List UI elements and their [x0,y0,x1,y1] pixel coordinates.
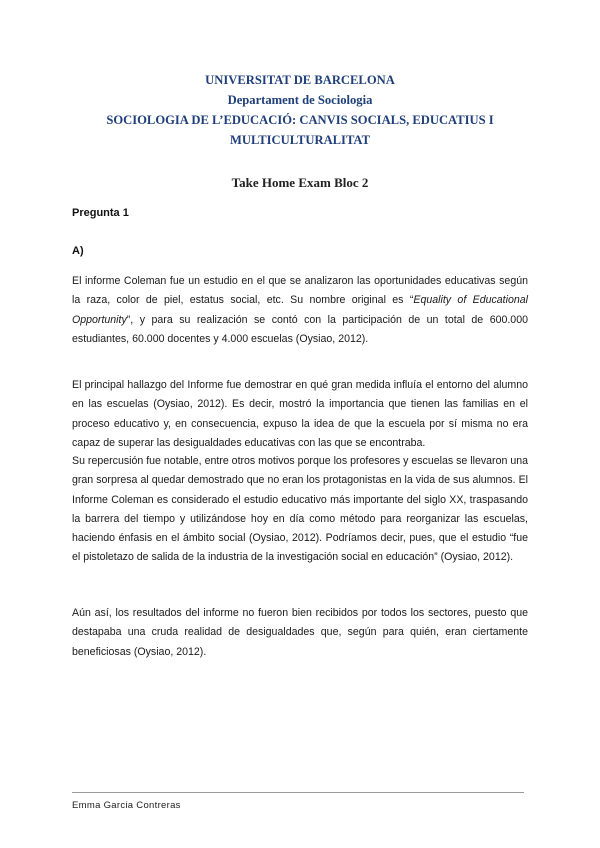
footer-author: Emma Garcia Contreras [72,800,181,811]
paragraph-1-text-start: El informe Coleman fue un estudio en el que se analizaron las oportunidades educativas según la raza, color de piel, estatus social, etc. Su nombre original es “ [72,275,528,307]
paragraph-1-text-end: ”, y para su realización se contó con la participación de un total de 600.000 estudiantes, 60.000 docentes y 4.000 escuelas (Oysiao, 2012). [72,313,528,345]
question-heading: Pregunta 1 [72,207,129,219]
course-title-line-1: SOCIOLOGIA DE L’EDUCACIÓ: CANVIS SOCIALS, EDUCATIUS I [106,113,494,127]
course-title-line-2: MULTICULTURALITAT [230,133,370,147]
paragraph-4: Aún así, los resultados del informe no fueron bien recibidos por todos los sectores, puesto que destapaba una cruda realidad de desigualdades que, según para quién, eran ciertamente beneficiosas (Oysiao, 2012). [72,607,528,658]
document-header [72,70,528,150]
paragraph-1 [72,272,528,349]
university-name: UNIVERSITAT DE BARCELONA [205,73,395,87]
department-name: Departament de Sociologia [227,93,373,107]
footer-divider [72,792,524,793]
exam-title: Take Home Exam Bloc 2 [231,175,369,190]
paragraph-2: El principal hallazgo del Informe fue demostrar en qué gran medida influía el entorno del alumno en las escuelas (Oysiao, 2012). Es decir, mostró la importancia que tienen las familias en el proceso educativo y, en consecuencia, expuso la idea de que la escuela por sí misma no era capaz de superar las desigualdades educativas con las que se encontraba. [72,379,528,449]
paragraph-1-italic-title: Equality of Educational Opportunity [72,294,528,326]
paragraph-3: Su repercusión fue notable, entre otros motivos porque los profesores y escuelas se llevaron una gran sorpresa al quedar demostrado que no eran los protagonistas en la vida de sus alumnos. El Informe Coleman es considerado el estudio educativo más importante del siglo XX, traspasando la barrera del tiempo y utilizándose hoy en día como método para reorganizar las escuelas, haciendo énfasis en el ámbito social (Oysiao, 2012). Podríamos decir, pues, que el estudio “fue el pistoletazo de salida de la industria de la investigación social en educación” (Oysiao, 2012). [72,455,528,564]
section-heading: A) [72,245,84,257]
